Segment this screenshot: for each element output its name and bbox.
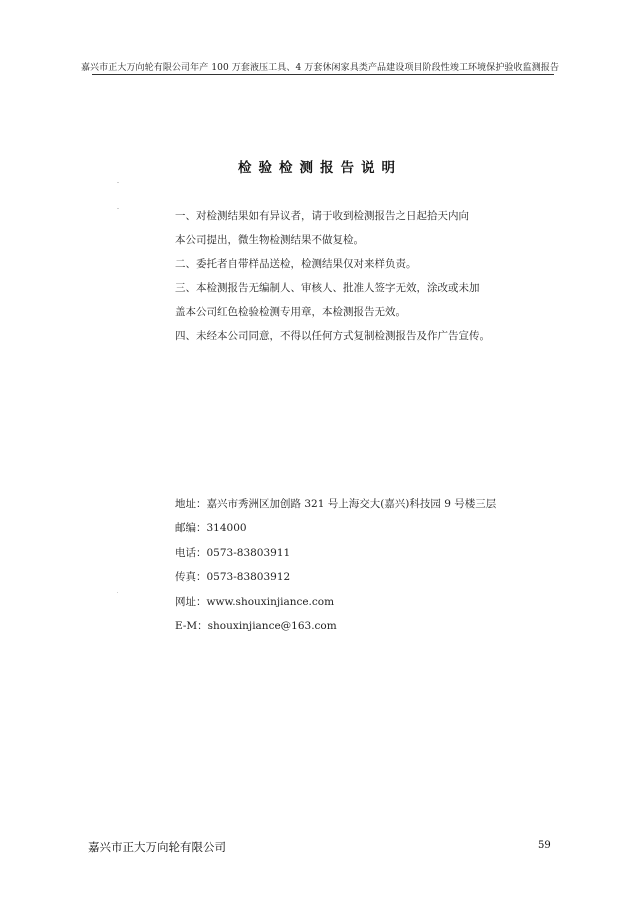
note-line: 一、对检测结果如有异议者，请于收到检测报告之日起拾天内向 <box>175 210 469 222</box>
scan-speck <box>117 182 119 183</box>
fax: 传真：0573-83803912 <box>175 571 291 584</box>
website: 网址：www.shouxinjiance.com <box>175 595 335 608</box>
address: 地址：嘉兴市秀洲区加创路 321 号上海交大(嘉兴)科技园 9 号楼三层 <box>175 498 497 510</box>
scan-speck <box>117 592 118 593</box>
running-header: 嘉兴市正大万向轮有限公司年产 100 万套液压工具、4 万套休闲家具类产品建设项目阶段性竣工环境保护验收监测报告 <box>80 63 560 73</box>
note-line: 四、未经本公司同意，不得以任何方式复制检测报告及作广告宣传。 <box>175 330 490 342</box>
note-line: 本公司提出，微生物检测结果不做复检。 <box>175 234 364 246</box>
header-rule <box>92 74 554 75</box>
postal-code: 邮编：314000 <box>175 522 247 535</box>
scan-speck <box>117 208 119 209</box>
page-title: 检验检测报告说明 <box>238 160 402 176</box>
contact-info <box>175 496 496 642</box>
note-line: 三、本检测报告无编制人、审核人、批准人签字无效，涂改或未加 <box>175 282 480 294</box>
note-line: 盖本公司红色检验检测专用章，本检测报告无效。 <box>175 306 406 318</box>
footer-company: 嘉兴市正大万向轮有限公司 <box>88 840 226 854</box>
phone: 电话：0573-83803911 <box>175 546 291 559</box>
email: E-M：shouxinjiance@163.com <box>175 619 337 632</box>
report-notes <box>175 208 490 352</box>
page-number: 59 <box>538 840 551 851</box>
note-line: 二、委托者自带样品送检，检测结果仅对来样负责。 <box>175 258 417 270</box>
